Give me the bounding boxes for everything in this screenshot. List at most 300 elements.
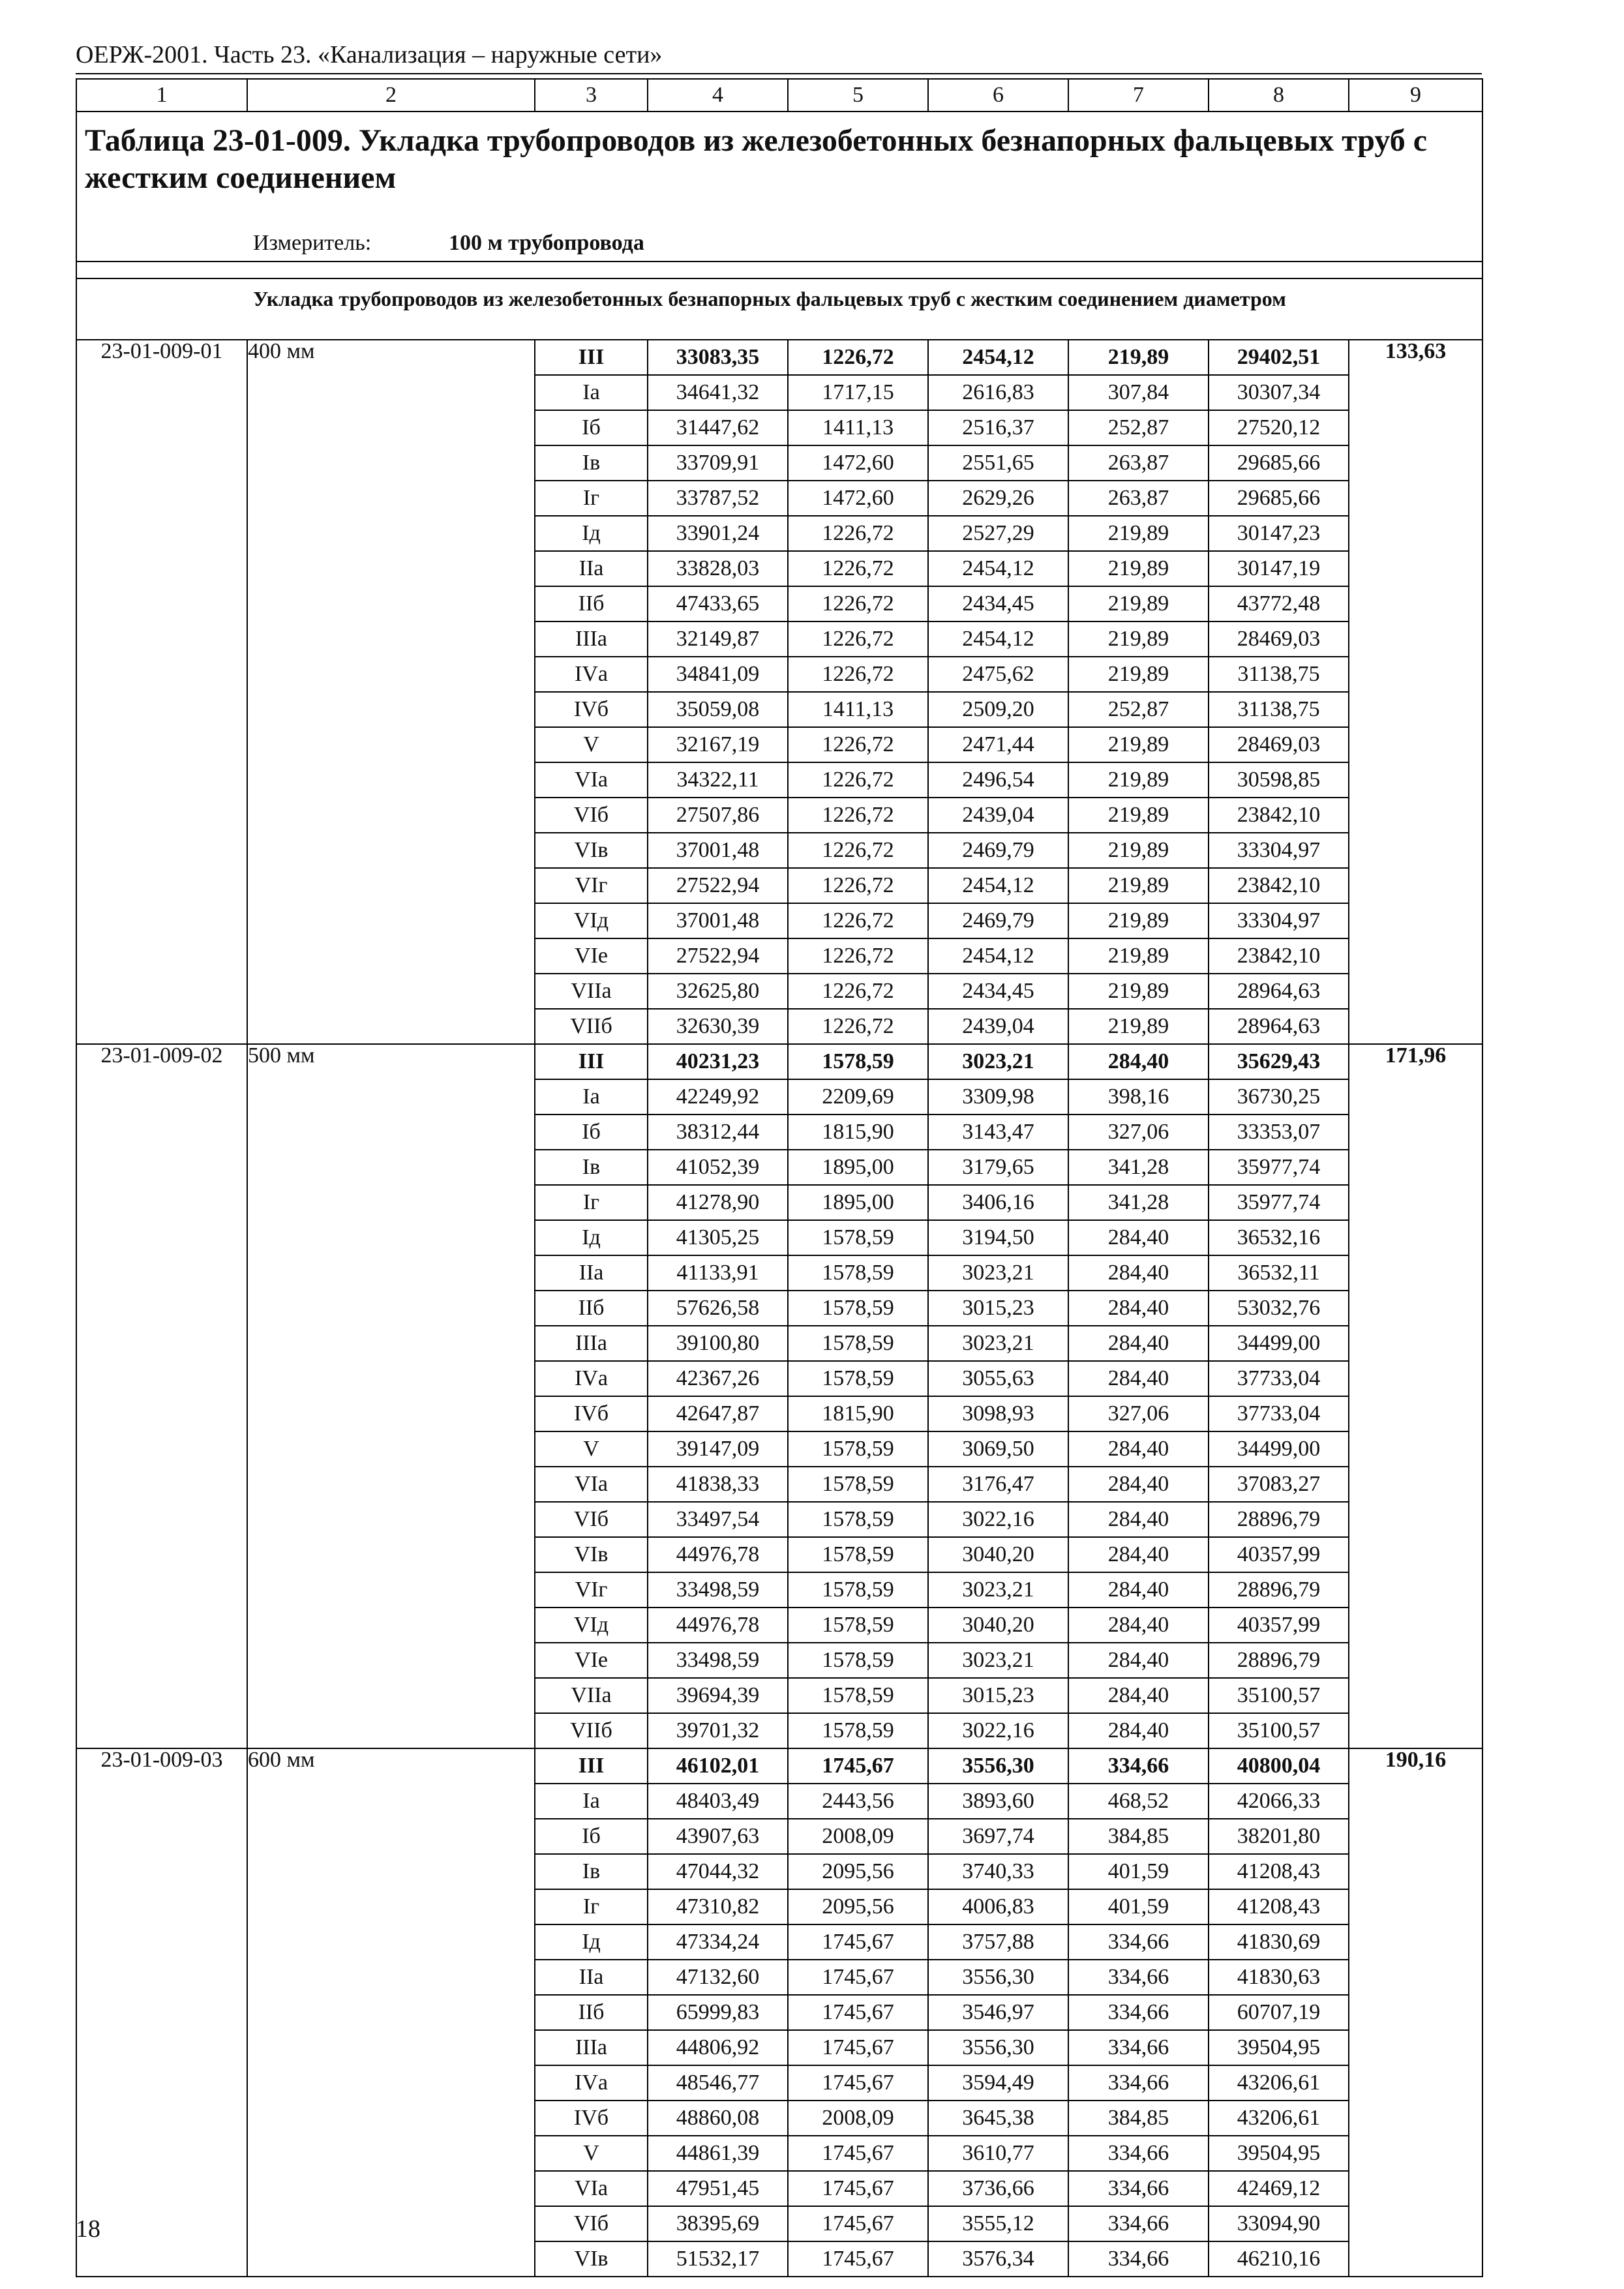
labor-cost-total: 190,16	[1349, 1748, 1482, 2277]
machine-cost-cell: 3309,98	[928, 1079, 1068, 1115]
zone-cell: V	[535, 2136, 648, 2171]
wage-cell: 1745,67	[788, 2030, 928, 2065]
zone-cell: IIIа	[535, 2030, 648, 2065]
driver-wage-cell: 384,85	[1068, 2101, 1209, 2136]
wage-cell: 1226,72	[788, 340, 928, 375]
driver-wage-cell: 219,89	[1068, 657, 1209, 692]
driver-wage-cell: 284,40	[1068, 1291, 1209, 1326]
machine-cost-cell: 3022,16	[928, 1713, 1068, 1748]
labor-cost-total: 171,96	[1349, 1044, 1482, 1748]
machine-cost-cell: 3697,74	[928, 1819, 1068, 1854]
zone-cell: IIа	[535, 1255, 648, 1291]
zone-cell: V	[535, 1431, 648, 1467]
machine-cost-cell: 2454,12	[928, 340, 1068, 375]
zone-cell: VIб	[535, 1502, 648, 1537]
direct-cost-cell: 47334,24	[648, 1924, 788, 1960]
machine-cost-cell: 3023,21	[928, 1572, 1068, 1608]
wage-cell: 1578,59	[788, 1713, 928, 1748]
material-cost-cell: 27520,12	[1209, 410, 1349, 445]
subheading-row	[76, 278, 1482, 340]
wage-cell: 1226,72	[788, 868, 928, 903]
driver-wage-cell: 284,40	[1068, 1044, 1209, 1079]
zone-cell: Iв	[535, 445, 648, 481]
zone-cell: IIа	[535, 551, 648, 586]
wage-cell: 1578,59	[788, 1361, 928, 1396]
zone-cell: Iг	[535, 481, 648, 516]
material-cost-cell: 46210,16	[1209, 2241, 1349, 2277]
machine-cost-cell: 2434,45	[928, 974, 1068, 1009]
machine-cost-cell: 3757,88	[928, 1924, 1068, 1960]
direct-cost-cell: 33901,24	[648, 516, 788, 551]
machine-cost-cell: 2454,12	[928, 868, 1068, 903]
direct-cost-cell: 47310,82	[648, 1889, 788, 1924]
rate-group	[76, 340, 1482, 1044]
direct-cost-cell: 31447,62	[648, 410, 788, 445]
wage-cell: 1578,59	[788, 1326, 928, 1361]
machine-cost-cell: 3098,93	[928, 1396, 1068, 1431]
machine-cost-cell: 3176,47	[928, 1467, 1068, 1502]
driver-wage-cell: 284,40	[1068, 1608, 1209, 1643]
wage-cell: 1745,67	[788, 1960, 928, 1995]
machine-cost-cell: 3023,21	[928, 1326, 1068, 1361]
driver-wage-cell: 284,40	[1068, 1255, 1209, 1291]
machine-cost-cell: 3645,38	[928, 2101, 1068, 2136]
driver-wage-cell: 284,40	[1068, 1502, 1209, 1537]
material-cost-cell: 43772,48	[1209, 586, 1349, 621]
table-row	[76, 340, 1482, 375]
material-cost-cell: 33353,07	[1209, 1115, 1349, 1150]
wage-cell: 1226,72	[788, 903, 928, 938]
rate-group	[76, 1044, 1482, 1748]
wage-cell: 1226,72	[788, 833, 928, 868]
material-cost-cell: 41208,43	[1209, 1889, 1349, 1924]
direct-cost-cell: 48546,77	[648, 2065, 788, 2101]
material-cost-cell: 23842,10	[1209, 798, 1349, 833]
column-number: 1	[76, 79, 247, 112]
table-subheading: Укладка трубопроводов из железобетонных безнапорных фальцевых труб с жестким соединением диаметром	[253, 287, 1286, 310]
driver-wage-cell: 263,87	[1068, 481, 1209, 516]
direct-cost-cell: 27522,94	[648, 868, 788, 903]
zone-cell: Iа	[535, 375, 648, 410]
material-cost-cell: 39504,95	[1209, 2136, 1349, 2171]
machine-cost-cell: 2454,12	[928, 551, 1068, 586]
direct-cost-cell: 32167,19	[648, 727, 788, 762]
wage-cell: 1745,67	[788, 2241, 928, 2277]
machine-cost-cell: 2469,79	[928, 833, 1068, 868]
driver-wage-cell: 334,66	[1068, 2171, 1209, 2206]
driver-wage-cell: 341,28	[1068, 1150, 1209, 1185]
zone-cell: VIг	[535, 1572, 648, 1608]
material-cost-cell: 39504,95	[1209, 2030, 1349, 2065]
zone-cell: III	[535, 1748, 648, 1784]
material-cost-cell: 38201,80	[1209, 1819, 1349, 1854]
machine-cost-cell: 2434,45	[928, 586, 1068, 621]
material-cost-cell: 31138,75	[1209, 692, 1349, 727]
wage-cell: 1578,59	[788, 1044, 928, 1079]
wage-cell: 1578,59	[788, 1467, 928, 1502]
machine-cost-cell: 3556,30	[928, 1748, 1068, 1784]
direct-cost-cell: 38395,69	[648, 2206, 788, 2241]
material-cost-cell: 34499,00	[1209, 1326, 1349, 1361]
direct-cost-cell: 39147,09	[648, 1431, 788, 1467]
zone-cell: Iв	[535, 1854, 648, 1889]
driver-wage-cell: 252,87	[1068, 692, 1209, 727]
zone-cell: III	[535, 340, 648, 375]
table-row	[76, 1044, 1482, 1079]
zone-cell: VIIб	[535, 1009, 648, 1044]
driver-wage-cell: 284,40	[1068, 1467, 1209, 1502]
driver-wage-cell: 284,40	[1068, 1572, 1209, 1608]
driver-wage-cell: 219,89	[1068, 762, 1209, 798]
zone-cell: VIб	[535, 2206, 648, 2241]
title-rule	[77, 261, 1482, 262]
material-cost-cell: 28964,63	[1209, 1009, 1349, 1044]
wage-cell: 1226,72	[788, 586, 928, 621]
driver-wage-cell: 219,89	[1068, 340, 1209, 375]
title-cell	[76, 112, 1482, 278]
column-number: 7	[1068, 79, 1209, 112]
direct-cost-cell: 51532,17	[648, 2241, 788, 2277]
machine-cost-cell: 2471,44	[928, 727, 1068, 762]
column-number: 6	[928, 79, 1068, 112]
zone-cell: VIв	[535, 2241, 648, 2277]
direct-cost-cell: 48860,08	[648, 2101, 788, 2136]
material-cost-cell: 23842,10	[1209, 868, 1349, 903]
zone-cell: VIа	[535, 2171, 648, 2206]
zone-cell: VIд	[535, 1608, 648, 1643]
column-number-row	[76, 79, 1482, 112]
direct-cost-cell: 40231,23	[648, 1044, 788, 1079]
machine-cost-cell: 3040,20	[928, 1537, 1068, 1572]
driver-wage-cell: 401,59	[1068, 1854, 1209, 1889]
direct-cost-cell: 41278,90	[648, 1185, 788, 1220]
wage-cell: 1578,59	[788, 1572, 928, 1608]
material-cost-cell: 53032,76	[1209, 1291, 1349, 1326]
driver-wage-cell: 468,52	[1068, 1784, 1209, 1819]
direct-cost-cell: 33709,91	[648, 445, 788, 481]
direct-cost-cell: 32630,39	[648, 1009, 788, 1044]
machine-cost-cell: 2509,20	[928, 692, 1068, 727]
material-cost-cell: 41830,63	[1209, 1960, 1349, 1995]
driver-wage-cell: 219,89	[1068, 903, 1209, 938]
machine-cost-cell: 3406,16	[928, 1185, 1068, 1220]
driver-wage-cell: 327,06	[1068, 1396, 1209, 1431]
wage-cell: 1578,59	[788, 1291, 928, 1326]
material-cost-cell: 37733,04	[1209, 1396, 1349, 1431]
material-cost-cell: 28896,79	[1209, 1643, 1349, 1678]
machine-cost-cell: 3555,12	[928, 2206, 1068, 2241]
wage-cell: 1226,72	[788, 1009, 928, 1044]
direct-cost-cell: 47433,65	[648, 586, 788, 621]
driver-wage-cell: 219,89	[1068, 727, 1209, 762]
machine-cost-cell: 3576,34	[928, 2241, 1068, 2277]
wage-cell: 1745,67	[788, 2206, 928, 2241]
wage-cell: 1411,13	[788, 692, 928, 727]
driver-wage-cell: 284,40	[1068, 1431, 1209, 1467]
machine-cost-cell: 2439,04	[928, 1009, 1068, 1044]
zone-cell: IVб	[535, 692, 648, 727]
direct-cost-cell: 37001,48	[648, 903, 788, 938]
rate-group	[76, 1748, 1482, 2277]
material-cost-cell: 35977,74	[1209, 1185, 1349, 1220]
wage-cell: 1745,67	[788, 1995, 928, 2030]
subheading-cell	[76, 278, 1482, 340]
wage-cell: 2209,69	[788, 1079, 928, 1115]
zone-cell: IVб	[535, 1396, 648, 1431]
material-cost-cell: 30307,34	[1209, 375, 1349, 410]
material-cost-cell: 35100,57	[1209, 1713, 1349, 1748]
machine-cost-cell: 3740,33	[928, 1854, 1068, 1889]
driver-wage-cell: 219,89	[1068, 974, 1209, 1009]
driver-wage-cell: 219,89	[1068, 938, 1209, 974]
zone-cell: Iд	[535, 1924, 648, 1960]
material-cost-cell: 28896,79	[1209, 1502, 1349, 1537]
running-header: ОЕРЖ-2001. Часть 23. «Канализация – наружные сети»	[76, 41, 663, 68]
zone-cell: VIв	[535, 833, 648, 868]
direct-cost-cell: 27522,94	[648, 938, 788, 974]
direct-cost-cell: 57626,58	[648, 1291, 788, 1326]
wage-cell: 1226,72	[788, 657, 928, 692]
direct-cost-cell: 47044,32	[648, 1854, 788, 1889]
machine-cost-cell: 3023,21	[928, 1643, 1068, 1678]
machine-cost-cell: 2454,12	[928, 938, 1068, 974]
rate-code: 23-01-009-03	[76, 1748, 247, 2277]
material-cost-cell: 43206,61	[1209, 2065, 1349, 2101]
wage-cell: 1815,90	[788, 1396, 928, 1431]
driver-wage-cell: 334,66	[1068, 1995, 1209, 2030]
zone-cell: IIа	[535, 1960, 648, 1995]
rate-code: 23-01-009-02	[76, 1044, 247, 1748]
direct-cost-cell: 42249,92	[648, 1079, 788, 1115]
labor-cost-total: 133,63	[1349, 340, 1482, 1044]
machine-cost-cell: 3023,21	[928, 1255, 1068, 1291]
machine-cost-cell: 3055,63	[928, 1361, 1068, 1396]
direct-cost-cell: 33498,59	[648, 1643, 788, 1678]
direct-cost-cell: 33498,59	[648, 1572, 788, 1608]
material-cost-cell: 40357,99	[1209, 1608, 1349, 1643]
direct-cost-cell: 44976,78	[648, 1537, 788, 1572]
material-cost-cell: 28469,03	[1209, 727, 1349, 762]
machine-cost-cell: 3023,21	[928, 1044, 1068, 1079]
zone-cell: IIб	[535, 1291, 648, 1326]
header-rule	[76, 73, 1482, 74]
zone-cell: Iб	[535, 410, 648, 445]
driver-wage-cell: 219,89	[1068, 1009, 1209, 1044]
driver-wage-cell: 284,40	[1068, 1643, 1209, 1678]
material-cost-cell: 33304,97	[1209, 903, 1349, 938]
material-cost-cell: 41830,69	[1209, 1924, 1349, 1960]
material-cost-cell: 28896,79	[1209, 1572, 1349, 1608]
wage-cell: 1226,72	[788, 974, 928, 1009]
machine-cost-cell: 4006,83	[928, 1889, 1068, 1924]
direct-cost-cell: 39100,80	[648, 1326, 788, 1361]
wage-cell: 1472,60	[788, 481, 928, 516]
column-number: 9	[1349, 79, 1482, 112]
wage-cell: 2095,56	[788, 1889, 928, 1924]
material-cost-cell: 34499,00	[1209, 1431, 1349, 1467]
machine-cost-cell: 3546,97	[928, 1995, 1068, 2030]
zone-cell: Iб	[535, 1115, 648, 1150]
wage-cell: 1717,15	[788, 375, 928, 410]
direct-cost-cell: 44806,92	[648, 2030, 788, 2065]
material-cost-cell: 29685,66	[1209, 481, 1349, 516]
wage-cell: 1226,72	[788, 551, 928, 586]
zone-cell: III	[535, 1044, 648, 1079]
driver-wage-cell: 398,16	[1068, 1079, 1209, 1115]
wage-cell: 1578,59	[788, 1643, 928, 1678]
direct-cost-cell: 39701,32	[648, 1713, 788, 1748]
direct-cost-cell: 34841,09	[648, 657, 788, 692]
driver-wage-cell: 284,40	[1068, 1361, 1209, 1396]
material-cost-cell: 30598,85	[1209, 762, 1349, 798]
direct-cost-cell: 33497,54	[648, 1502, 788, 1537]
pipe-diameter: 400 мм	[247, 340, 535, 1044]
zone-cell: VIIб	[535, 1713, 648, 1748]
wage-cell: 1895,00	[788, 1185, 928, 1220]
direct-cost-cell: 43907,63	[648, 1819, 788, 1854]
direct-cost-cell: 32625,80	[648, 974, 788, 1009]
direct-cost-cell: 34322,11	[648, 762, 788, 798]
wage-cell: 1745,67	[788, 1748, 928, 1784]
wage-cell: 1226,72	[788, 798, 928, 833]
machine-cost-cell: 2475,62	[928, 657, 1068, 692]
zone-cell: Iа	[535, 1079, 648, 1115]
machine-cost-cell: 3610,77	[928, 2136, 1068, 2171]
zone-cell: VIIа	[535, 1678, 648, 1713]
wage-cell: 1226,72	[788, 727, 928, 762]
machine-cost-cell: 3015,23	[928, 1678, 1068, 1713]
zone-cell: VIг	[535, 868, 648, 903]
wage-cell: 2008,09	[788, 1819, 928, 1854]
table-row	[76, 1748, 1482, 1784]
driver-wage-cell: 219,89	[1068, 551, 1209, 586]
zone-cell: VIв	[535, 1537, 648, 1572]
zone-cell: IVа	[535, 657, 648, 692]
column-number: 3	[535, 79, 648, 112]
zone-cell: IIб	[535, 1995, 648, 2030]
driver-wage-cell: 284,40	[1068, 1537, 1209, 1572]
wage-cell: 1745,67	[788, 2136, 928, 2171]
direct-cost-cell: 47132,60	[648, 1960, 788, 1995]
zone-cell: Iг	[535, 1889, 648, 1924]
machine-cost-cell: 3069,50	[928, 1431, 1068, 1467]
driver-wage-cell: 401,59	[1068, 1889, 1209, 1924]
machine-cost-cell: 2469,79	[928, 903, 1068, 938]
driver-wage-cell: 341,28	[1068, 1185, 1209, 1220]
driver-wage-cell: 219,89	[1068, 586, 1209, 621]
driver-wage-cell: 327,06	[1068, 1115, 1209, 1150]
direct-cost-cell: 33828,03	[648, 551, 788, 586]
driver-wage-cell: 252,87	[1068, 410, 1209, 445]
machine-cost-cell: 3015,23	[928, 1291, 1068, 1326]
driver-wage-cell: 334,66	[1068, 1960, 1209, 1995]
machine-cost-cell: 2496,54	[928, 762, 1068, 798]
direct-cost-cell: 41052,39	[648, 1150, 788, 1185]
machine-cost-cell: 3594,49	[928, 2065, 1068, 2101]
direct-cost-cell: 41838,33	[648, 1467, 788, 1502]
direct-cost-cell: 33083,35	[648, 340, 788, 375]
material-cost-cell: 43206,61	[1209, 2101, 1349, 2136]
material-cost-cell: 37733,04	[1209, 1361, 1349, 1396]
direct-cost-cell: 38312,44	[648, 1115, 788, 1150]
material-cost-cell: 35100,57	[1209, 1678, 1349, 1713]
direct-cost-cell: 48403,49	[648, 1784, 788, 1819]
wage-cell: 2443,56	[788, 1784, 928, 1819]
driver-wage-cell: 219,89	[1068, 833, 1209, 868]
material-cost-cell: 30147,19	[1209, 551, 1349, 586]
material-cost-cell: 30147,23	[1209, 516, 1349, 551]
driver-wage-cell: 334,66	[1068, 2206, 1209, 2241]
driver-wage-cell: 334,66	[1068, 1924, 1209, 1960]
material-cost-cell: 36532,16	[1209, 1220, 1349, 1255]
machine-cost-cell: 3179,65	[928, 1150, 1068, 1185]
machine-cost-cell: 2454,12	[928, 621, 1068, 657]
driver-wage-cell: 284,40	[1068, 1326, 1209, 1361]
wage-cell: 2008,09	[788, 2101, 928, 2136]
direct-cost-cell: 42647,87	[648, 1396, 788, 1431]
driver-wage-cell: 334,66	[1068, 2241, 1209, 2277]
direct-cost-cell: 39694,39	[648, 1678, 788, 1713]
material-cost-cell: 35977,74	[1209, 1150, 1349, 1185]
pipe-diameter: 600 мм	[247, 1748, 535, 2277]
wage-cell: 1411,13	[788, 410, 928, 445]
zone-cell: Iг	[535, 1185, 648, 1220]
driver-wage-cell: 284,40	[1068, 1678, 1209, 1713]
material-cost-cell: 41208,43	[1209, 1854, 1349, 1889]
zone-cell: Iд	[535, 1220, 648, 1255]
direct-cost-cell: 47951,45	[648, 2171, 788, 2206]
measure-value: 100 м трубопровода	[449, 231, 644, 255]
zone-cell: VIIа	[535, 974, 648, 1009]
direct-cost-cell: 41133,91	[648, 1255, 788, 1291]
wage-cell: 1472,60	[788, 445, 928, 481]
zone-cell: IIб	[535, 586, 648, 621]
column-number: 2	[247, 79, 535, 112]
zone-cell: VIб	[535, 798, 648, 833]
zone-cell: Iв	[535, 1150, 648, 1185]
zone-cell: VIа	[535, 762, 648, 798]
wage-cell: 1578,59	[788, 1255, 928, 1291]
direct-cost-cell: 33787,52	[648, 481, 788, 516]
zone-cell: IIIа	[535, 1326, 648, 1361]
material-cost-cell: 42469,12	[1209, 2171, 1349, 2206]
wage-cell: 1226,72	[788, 762, 928, 798]
material-cost-cell: 33304,97	[1209, 833, 1349, 868]
driver-wage-cell: 307,84	[1068, 375, 1209, 410]
zone-cell: VIд	[535, 903, 648, 938]
machine-cost-cell: 2439,04	[928, 798, 1068, 833]
rate-code: 23-01-009-01	[76, 340, 247, 1044]
direct-cost-cell: 44976,78	[648, 1608, 788, 1643]
direct-cost-cell: 27507,86	[648, 798, 788, 833]
wage-cell: 1815,90	[788, 1115, 928, 1150]
wage-cell: 1578,59	[788, 1608, 928, 1643]
direct-cost-cell: 34641,32	[648, 375, 788, 410]
wage-cell: 1745,67	[788, 1924, 928, 1960]
direct-cost-cell: 65999,83	[648, 1995, 788, 2030]
wage-cell: 1745,67	[788, 2065, 928, 2101]
page-number: 18	[76, 2215, 100, 2243]
zone-cell: Iа	[535, 1784, 648, 1819]
wage-cell: 1895,00	[788, 1150, 928, 1185]
machine-cost-cell: 3556,30	[928, 1960, 1068, 1995]
driver-wage-cell: 263,87	[1068, 445, 1209, 481]
driver-wage-cell: 284,40	[1068, 1220, 1209, 1255]
measure-label: Измеритель:	[253, 231, 372, 255]
material-cost-cell: 40357,99	[1209, 1537, 1349, 1572]
material-cost-cell: 28964,63	[1209, 974, 1349, 1009]
direct-cost-cell: 32149,87	[648, 621, 788, 657]
